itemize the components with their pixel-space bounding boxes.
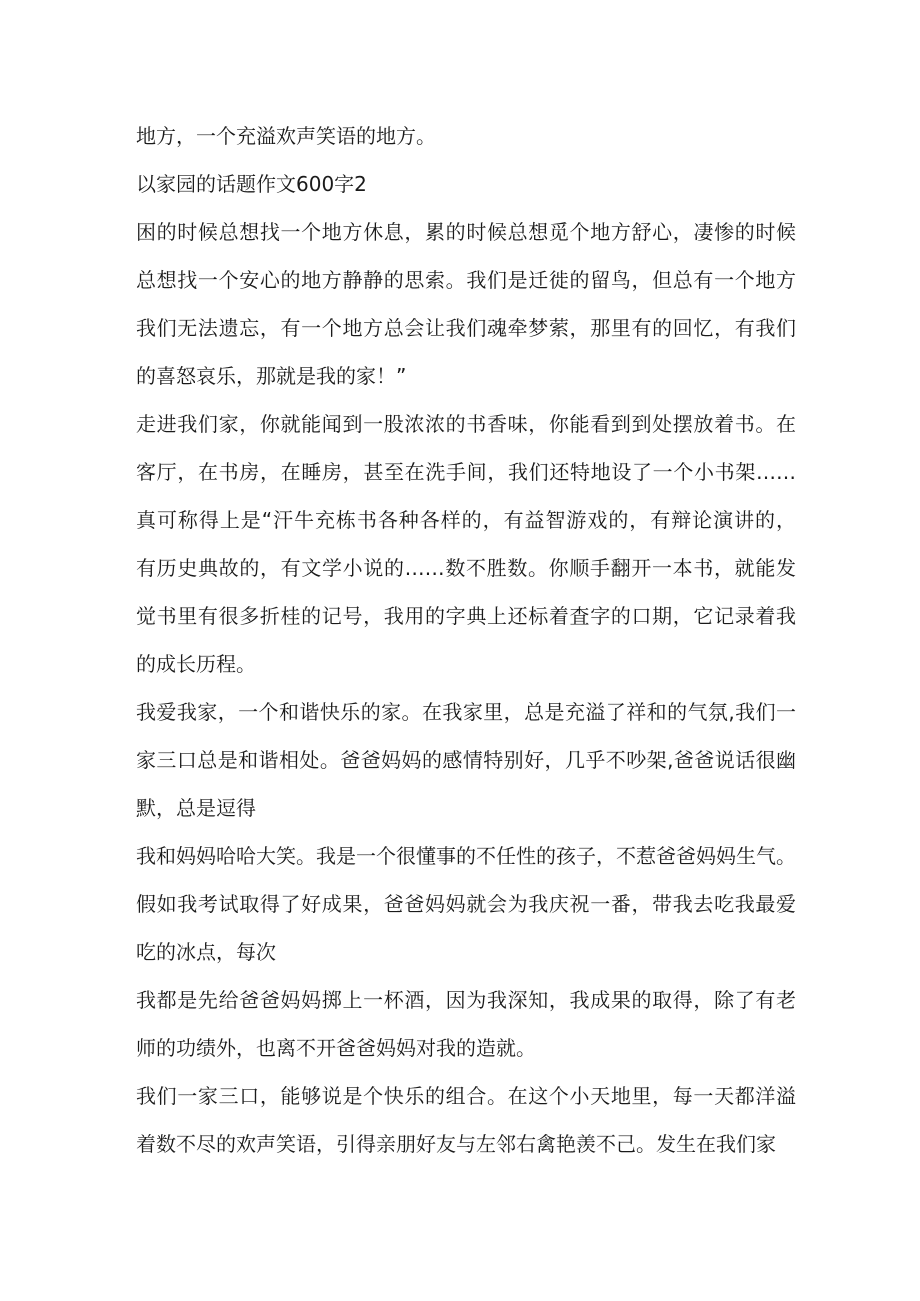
- text-line: 的喜怒哀乐，那就是我的家！”: [136, 364, 407, 388]
- paragraph: [136, 160, 796, 208]
- text-line: 家三口总是和谐相处。爸爸妈妈的感情特别好，几乎不吵架,爸爸说话很幽: [136, 748, 796, 772]
- paragraph: [136, 976, 796, 1072]
- text-line: 吃的冰点，每次: [136, 940, 276, 964]
- text-line: 我们一家三口，能够说是个快乐的组合。在这个小天地里，每一天都洋溢: [136, 1084, 796, 1108]
- paragraph: [136, 832, 796, 976]
- text-line: 着数不尽的欢声笑语，引得亲朋好友与左邻右禽艳羡不己。发生在我们家: [136, 1132, 776, 1156]
- text-line: 地方，一个充溢欢声笑语的地方。: [136, 124, 436, 148]
- paragraph: [136, 1072, 796, 1168]
- text-line: 以家园的话题作文600字2: [136, 172, 367, 196]
- text-line: 我都是先给爸爸妈妈掷上一杯酒，因为我深知，我成果的取得，除了有老: [136, 988, 796, 1012]
- text-line: 默，总是逗得: [136, 796, 256, 820]
- text-line: 总想找一个安心的地方静静的思索。我们是迁徙的留鸟，但总有一个地方: [136, 268, 796, 292]
- text-line: 客厅，在书房，在睡房，甚至在洗手间，我们还特地设了一个小书架……: [136, 460, 796, 484]
- text-line: 困的时候总想找一个地方休息，累的时候总想觅个地方舒心，凄惨的时候: [136, 220, 796, 244]
- paragraph: [136, 400, 796, 688]
- text-line: 真可称得上是“汗牛充栋书各种各样的，有益智游戏的，有辩论演讲的，: [136, 508, 796, 532]
- paragraph: [136, 688, 796, 832]
- text-line: 师的功绩外，也离不开爸爸妈妈对我的造就。: [136, 1036, 536, 1060]
- paragraph: [136, 112, 796, 160]
- text-line: 的成长历程。: [136, 652, 256, 676]
- text-line: 走进我们家，你就能闻到一股浓浓的书香味，你能看到到处摆放着书。在: [136, 412, 796, 436]
- text-line: 我们无法遗忘，有一个地方总会让我们魂牵梦萦，那里有的回忆，有我们: [136, 316, 796, 340]
- document-body: [136, 112, 796, 1168]
- text-line: 我和妈妈哈哈大笑。我是一个很懂事的不任性的孩子，不惹爸爸妈妈生气。: [136, 844, 796, 868]
- text-line: 有历史典故的，有文学小说的……数不胜数。你顺手翻开一本书，就能发: [136, 556, 796, 580]
- text-line: 觉书里有很多折桂的记号，我用的字典上还标着査字的口期，它记录着我: [136, 604, 796, 628]
- paragraph: [136, 208, 796, 400]
- text-line: 我爱我家，一个和谐快乐的家。在我家里，总是充溢了祥和的气氛,我们一: [136, 700, 796, 724]
- text-line: 假如我考试取得了好成果，爸爸妈妈就会为我庆祝一番，带我去吃我最爱: [136, 892, 796, 916]
